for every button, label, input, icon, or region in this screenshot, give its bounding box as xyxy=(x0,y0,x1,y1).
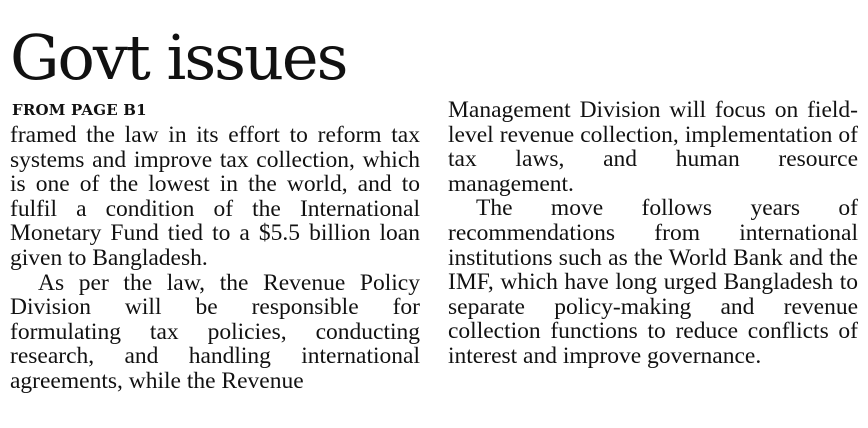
paragraph: As per the law, the Revenue Policy Division will be responsible for formulating tax policies, conducting research, and handling international agreements, while the Revenue xyxy=(10,269,420,394)
continuation-kicker: FROM PAGE B1 xyxy=(12,101,147,119)
article-column-right xyxy=(448,98,858,369)
paragraph: Management Division will focus on field-level revenue collection, implementation of tax laws, and human resource management. xyxy=(448,97,858,197)
headline: Govt issues xyxy=(10,21,347,94)
paragraph: framed the law in its effort to reform tax systems and improve tax collection, which is one of the lowest in the world, and to fulfil a condition of the International Monetary Fund tied to a $5.5 billion loan given to Bangladesh. xyxy=(10,122,420,271)
article-column-left xyxy=(10,123,420,394)
paragraph: The move follows years of recommendations from international institutions such as the World Bank and the IMF, which have long urged Bangladesh to separate policy-making and revenue collection functions to reduce conflicts of interest and improve governance. xyxy=(448,195,858,369)
